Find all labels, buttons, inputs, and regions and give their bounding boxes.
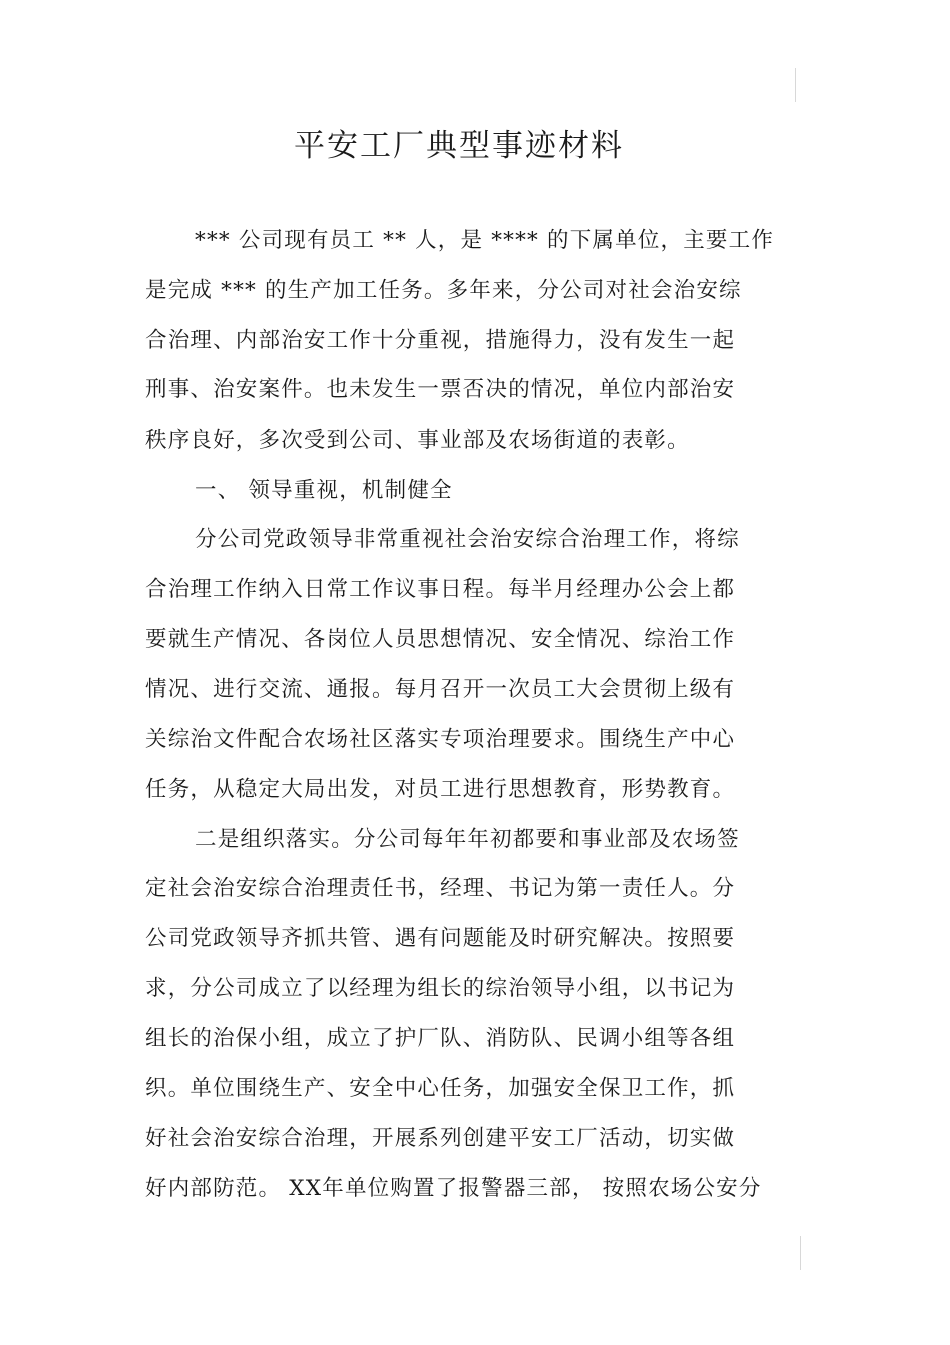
body-line: 情况、进行交流、通报。每月召开一次员工大会贯彻上级有 (145, 677, 736, 702)
body-line: 秩序良好，多次受到公司、事业部及农场街道的表彰。 (145, 428, 690, 453)
body-line: 是完成 *** 的生产加工任务。多年来，分公司对社会治安综 (145, 278, 742, 303)
body-line: 分公司党政领导非常重视社会治安综合治理工作，将综 (195, 527, 740, 552)
body-line: 织。单位围绕生产、安全中心任务，加强安全保卫工作，抓 (145, 1076, 736, 1101)
body-line: 刑事、治安案件。也未发生一票否决的情况，单位内部治安 (145, 377, 736, 402)
body-line: 合治理、内部治安工作十分重视，措施得力，没有发生一起 (145, 328, 736, 353)
body-line: 定社会治安综合治理责任书，经理、书记为第一责任人。分 (145, 876, 736, 901)
section-heading: 一、 领导重视，机制健全 (195, 478, 453, 503)
body-line: *** 公司现有员工 ** 人，是 **** 的下属单位，主要工作 (195, 228, 775, 253)
body-line: 公司党政领导齐抓共管、遇有问题能及时研究解决。按照要 (145, 926, 736, 951)
body-line: 任务，从稳定大局出发，对员工进行思想教育，形势教育。 (145, 777, 736, 802)
body-line: 要就生产情况、各岗位人员思想情况、安全情况、综治工作 (145, 627, 736, 652)
body-line: 好社会治安综合治理，开展系列创建平安工厂活动，切实做 (145, 1126, 736, 1151)
body-line: 求，分公司成立了以经理为组长的综治领导小组，以书记为 (145, 976, 736, 1001)
page-edge-mark-bottom (800, 1236, 801, 1270)
body-line: 二是组织落实。分公司每年年初都要和事业部及农场签 (195, 827, 740, 852)
document-title: 平安工厂典型事迹材料 (294, 128, 624, 164)
body-line: 关综治文件配合农场社区落实专项治理要求。围绕生产中心 (145, 727, 736, 752)
body-line: 合治理工作纳入日常工作议事日程。每半月经理办公会上都 (145, 577, 736, 602)
body-line: 好内部防范。 XX年单位购置了报警器三部， 按照农场公安分 (145, 1176, 762, 1201)
body-line: 组长的治保小组，成立了护厂队、消防队、民调小组等各组 (145, 1026, 736, 1051)
page-edge-mark-top (795, 68, 796, 102)
